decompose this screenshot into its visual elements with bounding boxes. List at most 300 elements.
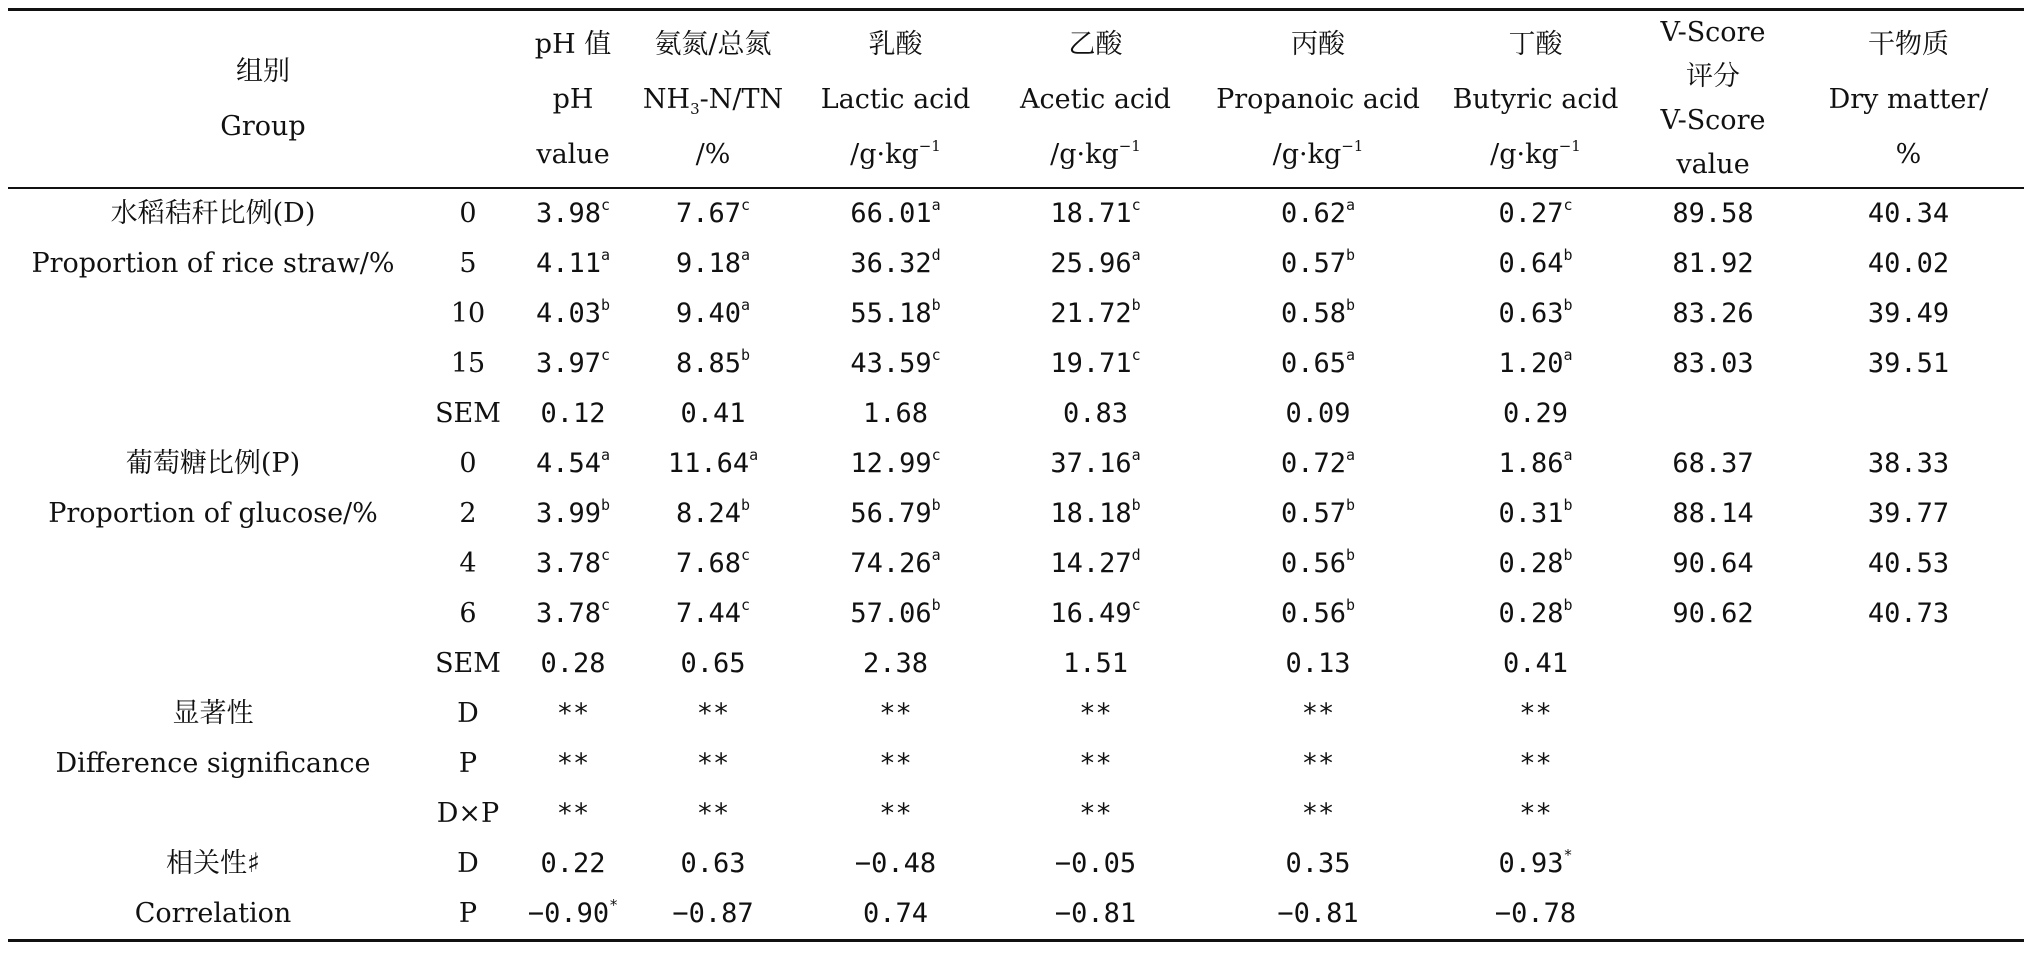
ph-value-number: 0.22 [540,848,606,879]
propanoic-value-number: ** [1301,748,1335,779]
propanoic-value [1198,539,1438,589]
significance-letter: c [931,446,941,464]
lactic-value [798,589,993,639]
acetic-value [993,239,1198,289]
table-row [8,839,2024,889]
butyric-value [1438,739,1633,789]
group-label [8,639,418,689]
nh3-value-number: 8.24 [675,498,741,529]
nh3-value [628,389,798,439]
nh3-value [628,239,798,289]
butyric-unit: /g·kg [1490,138,1559,170]
significance-letter: d [1131,546,1141,564]
header-vscore-en2: V-Score [1660,105,1766,136]
butyric-value-number: ** [1519,698,1552,729]
dm-value [1793,689,2024,739]
vscore-value [1633,889,1793,941]
butyric-exp: −1 [1558,136,1581,155]
significance-letter: b [1563,596,1573,614]
dm-value [1793,839,2024,889]
butyric-value-number: 0.93 [1498,848,1564,879]
propanoic-value [1198,589,1438,639]
butyric-value [1438,689,1633,739]
butyric-value-number: ** [1519,798,1552,829]
significance-letter: a [931,546,941,564]
butyric-value-number: 0.64 [1498,248,1564,279]
significance-letter: c [601,546,611,564]
group-label: Difference significance [55,748,371,779]
table-row [8,739,2024,789]
ph-value-number: 0.12 [540,398,606,429]
significance-letter: b [1346,546,1356,564]
header-vscore-en: V-Score [1660,17,1766,48]
nh3-value [628,639,798,689]
vscore-value: 88.14 [1672,498,1754,529]
significance-letter: c [741,596,751,614]
dm-value [1793,739,2024,789]
group-label [8,339,418,389]
significance-letter: c [931,346,941,364]
significance-letter: b [1563,246,1573,264]
table-row [8,889,2024,941]
level: SEM [435,398,501,429]
acetic-value-number: 19.71 [1050,348,1132,379]
header-nh3-unit: /% [695,138,731,170]
propanoic-value-number: 0.57 [1280,498,1346,529]
header-propanoic-cn: 丙酸 [1291,28,1345,60]
butyric-value-number: 0.28 [1498,598,1564,629]
group-label: 相关性♯ [165,848,261,879]
butyric-value-number: 0.28 [1498,548,1564,579]
ph-value-number: 4.03 [535,298,601,329]
lactic-value-number: ** [879,748,912,779]
acetic-value [993,289,1198,339]
vscore-value: 83.26 [1672,298,1754,329]
vscore-value: 68.37 [1672,448,1754,479]
ph-value-number: ** [556,748,590,779]
propanoic-value-number: ** [1301,698,1335,729]
significance-letter: b [931,296,941,314]
vscore-value: 89.58 [1672,198,1754,229]
header-group-en: Group [220,111,306,142]
header-vscore-cn: 评分 [1686,61,1740,92]
acetic-value [993,489,1198,539]
nh3-value-number: 11.64 [667,448,750,479]
dm-value: 39.51 [1867,348,1950,379]
lactic-value [798,689,993,739]
table-body [8,188,2024,941]
nh3-value-number: 7.67 [675,198,741,229]
lactic-value [798,339,993,389]
acetic-unit: /g·kg [1050,138,1119,170]
acetic-value-number: −0.05 [1054,848,1137,879]
group-label [8,539,418,589]
ph-value-number: ** [556,698,590,729]
header-acetic-cn: 乙酸 [1068,28,1123,60]
header-butyric [1438,10,1633,189]
nh3-value [628,439,798,489]
level: D [457,848,479,879]
group-label [8,389,418,439]
significance-letter: a [741,296,751,314]
propanoic-value [1198,739,1438,789]
lactic-value-number: 1.68 [862,398,929,429]
nh3-value-number: ** [696,798,730,829]
ph-value-number: 3.98 [535,198,601,229]
significance-letter: c [1131,596,1141,614]
dm-value: 40.02 [1867,248,1950,279]
nh3-value-number: 9.18 [675,248,741,279]
acetic-value [993,789,1198,839]
acetic-value [993,389,1198,439]
lactic-value-number: 0.74 [862,898,929,929]
level: 0 [459,448,477,479]
nh3-value-number: 7.44 [675,598,741,629]
table-row [8,789,2024,839]
significance-letter: c [601,196,611,214]
header-acetic-unit [993,127,1198,182]
vscore-value [1633,739,1793,789]
header-nh3 [628,10,798,189]
propanoic-value-number: 0.13 [1285,648,1351,679]
level: SEM [435,648,501,679]
ph-value-number: 4.11 [535,248,601,279]
significance-letter: a [741,246,751,264]
significance-letter: b [1131,496,1141,514]
table-row [8,589,2024,639]
significance-letter: b [741,346,751,364]
significance-letter: a [1346,196,1356,214]
header-nh3-cn: 氨氮/总氮 [654,28,772,60]
table-row [8,489,2024,539]
significance-letter: c [741,546,751,564]
acetic-value [993,188,1198,239]
lactic-value-number: 43.59 [850,348,932,379]
lactic-value [798,889,993,941]
vscore-value [1633,789,1793,839]
lactic-value [798,389,993,439]
dm-value [1793,389,2024,439]
nh3-value-number: 0.63 [680,848,746,879]
vscore-value: 90.64 [1672,548,1754,579]
group-label [8,789,418,839]
vscore-value [1633,639,1793,689]
lactic-value [798,439,993,489]
lactic-value-number: ** [879,798,912,829]
nh3-pre: NH [642,83,691,115]
propanoic-unit: /g·kg [1272,138,1342,170]
propanoic-value-number: 0.57 [1280,248,1346,279]
significance-letter: a [1131,246,1141,264]
propanoic-value-number: 0.35 [1285,848,1351,879]
butyric-value [1438,839,1633,889]
lactic-value [798,188,993,239]
propanoic-value [1198,839,1438,889]
propanoic-value [1198,188,1438,239]
table-row [8,339,2024,389]
butyric-value-number: ** [1519,748,1552,779]
group-label: 显著性 [172,698,254,729]
nh3-value [628,489,798,539]
level: 2 [459,498,477,529]
level: 15 [450,348,486,379]
dm-value: 40.34 [1867,198,1950,229]
dm-value: 39.49 [1867,298,1950,329]
level: D×P [436,798,500,829]
acetic-value-number: 0.83 [1062,398,1129,429]
propanoic-value-number: 0.56 [1280,548,1346,579]
ph-value [518,289,628,339]
group-label [8,589,418,639]
propanoic-value [1198,439,1438,489]
significance-letter: c [1131,196,1141,214]
header-nh3-formula [628,72,798,127]
ph-value [518,739,628,789]
significance-letter: a [1346,446,1356,464]
significance-letter: * [609,896,619,914]
header-ph-en2: value [536,138,610,170]
header-dm-cn: 干物质 [1868,28,1949,60]
significance-letter: a [1563,446,1573,464]
acetic-value-number: −0.81 [1054,898,1137,929]
significance-letter: b [1346,296,1356,314]
header-propanoic-unit [1198,127,1438,182]
significance-letter: c [1563,196,1573,214]
propanoic-value [1198,289,1438,339]
nh3-value-number: ** [696,698,730,729]
ph-value [518,539,628,589]
ph-value [518,689,628,739]
header-lactic-unit [798,127,993,182]
ph-value [518,439,628,489]
butyric-value [1438,188,1633,239]
header-propanoic-en: Propanoic acid [1216,83,1420,115]
acetic-value-number: ** [1079,698,1112,729]
header-propanoic [1198,10,1438,189]
ph-value-number: 3.97 [535,348,601,379]
significance-letter: d [931,246,941,264]
acetic-value-number: 37.16 [1050,448,1132,479]
lactic-value-number: 74.26 [850,548,932,579]
propanoic-value-number: 0.09 [1285,398,1351,429]
header-ph-en: pH [552,83,594,115]
propanoic-value-number: 0.65 [1280,348,1346,379]
acetic-value [993,339,1198,389]
butyric-value [1438,639,1633,689]
ph-value-number: 0.28 [540,648,606,679]
acetic-value [993,439,1198,489]
group-label: Proportion of rice straw/% [31,248,395,279]
ph-value [518,188,628,239]
significance-letter: a [601,446,611,464]
header-vscore-en3: value [1676,149,1750,180]
acetic-value [993,739,1198,789]
butyric-value [1438,339,1633,389]
nh3-value [628,789,798,839]
propanoic-value [1198,389,1438,439]
propanoic-value-number: 0.58 [1280,298,1346,329]
nh3-value-number: 9.40 [675,298,741,329]
nh3-value-number: 0.41 [680,398,746,429]
vscore-value [1633,839,1793,889]
level: 10 [450,298,486,329]
group-label: 水稻秸秆比例(D) [110,198,316,229]
nh3-value [628,289,798,339]
acetic-value-number: 18.18 [1050,498,1132,529]
propanoic-value-number: −0.81 [1277,898,1359,929]
significance-letter: b [601,296,611,314]
ph-value [518,789,628,839]
ph-value-number: −0.90 [527,898,610,929]
significance-letter: a [749,446,759,464]
header-acetic-en: Acetic acid [1020,83,1171,115]
acetic-value-number: ** [1079,798,1112,829]
nh3-value-number: 8.85 [675,348,741,379]
ph-value [518,339,628,389]
propanoic-value-number: 0.72 [1280,448,1346,479]
butyric-value-number: 0.41 [1502,648,1569,679]
significance-letter: b [1346,246,1356,264]
header-lactic [798,10,993,189]
level: 5 [459,248,477,279]
level: P [418,889,518,941]
propanoic-value-number: ** [1301,798,1335,829]
vscore-value: 90.62 [1672,598,1754,629]
dm-value: 40.73 [1867,598,1950,629]
significance-letter: c [1131,346,1141,364]
dm-value: 39.77 [1867,498,1950,529]
nh3-value [628,339,798,389]
header-ph [518,10,628,189]
header-butyric-unit [1438,127,1633,182]
lactic-value-number: 66.01 [850,198,932,229]
header-lactic-cn: 乳酸 [868,28,923,60]
acetic-exp: −1 [1118,136,1141,155]
level: 6 [459,598,477,629]
ph-value [518,889,628,941]
ph-value-number: 3.78 [535,548,601,579]
header-butyric-en: Butyric acid [1452,83,1619,115]
nh3-value-number: −0.87 [672,898,754,929]
acetic-value [993,889,1198,941]
significance-letter: b [931,496,941,514]
significance-letter: b [1563,546,1573,564]
nh3-value-number: 0.65 [680,648,746,679]
table-row [8,239,2024,289]
butyric-value [1438,589,1633,639]
nh3-value [628,589,798,639]
acetic-value-number: 25.96 [1050,248,1132,279]
acetic-value [993,589,1198,639]
lactic-value-number: 57.06 [850,598,932,629]
header-group-cn: 组别 [236,56,290,87]
silage-quality-table [8,8,2024,942]
dm-value [1793,889,2024,941]
lactic-value [798,239,993,289]
propanoic-value-number: 0.62 [1280,198,1346,229]
table-row [8,389,2024,439]
ph-value [518,239,628,289]
significance-letter: a [1563,346,1573,364]
significance-letter: c [741,196,751,214]
lactic-value [798,639,993,689]
header-dm-en: Dry matter/ [1828,83,1989,115]
nh3-value [628,188,798,239]
propanoic-value-number: 0.56 [1280,598,1346,629]
vscore-value: 83.03 [1672,348,1754,379]
butyric-value-number: 1.20 [1498,348,1564,379]
propanoic-value [1198,239,1438,289]
vscore-value [1633,389,1793,439]
nh3-value [628,839,798,889]
acetic-value-number: 21.72 [1050,298,1132,329]
lactic-value-number: 55.18 [850,298,932,329]
propanoic-value [1198,639,1438,689]
significance-letter: b [1563,296,1573,314]
butyric-value [1438,289,1633,339]
ph-value [518,589,628,639]
group-label: 葡萄糖比例(P) [125,448,301,479]
acetic-value-number: 14.27 [1050,548,1132,579]
significance-letter: b [1346,596,1356,614]
ph-value [518,489,628,539]
table-row [8,639,2024,689]
lactic-value-number: 56.79 [850,498,932,529]
header-group [8,10,518,189]
lactic-value [798,489,993,539]
butyric-value-number: 0.27 [1498,198,1564,229]
butyric-value-number: 0.63 [1498,298,1564,329]
dm-value: 38.33 [1867,448,1950,479]
butyric-value-number: 0.29 [1502,398,1569,429]
ph-value [518,839,628,889]
ph-value-number: 3.78 [535,598,601,629]
header-ph-cn: pH 值 [534,28,612,60]
header-vscore [1633,10,1793,189]
acetic-value-number: 1.51 [1062,648,1129,679]
acetic-value-number: ** [1079,748,1112,779]
significance-letter: b [1131,296,1141,314]
propanoic-value [1198,489,1438,539]
acetic-value [993,689,1198,739]
significance-letter: a [1346,346,1356,364]
lactic-exp: −1 [918,136,941,155]
table-row [8,539,2024,589]
vscore-value: 81.92 [1672,248,1754,279]
significance-letter: a [1131,446,1141,464]
table-row [8,188,2024,239]
nh3-value [628,689,798,739]
header-dm-unit: % [1895,138,1922,170]
lactic-value-number: −0.48 [854,848,937,879]
acetic-value [993,839,1198,889]
butyric-value [1438,789,1633,839]
butyric-value-number: 1.86 [1498,448,1564,479]
significance-letter: c [601,596,611,614]
butyric-value [1438,889,1633,941]
propanoic-value [1198,339,1438,389]
significance-letter: a [931,196,941,214]
ph-value-number: 4.54 [535,448,601,479]
butyric-value [1438,489,1633,539]
header-acetic [993,10,1198,189]
dm-value [1793,789,2024,839]
lactic-value [798,839,993,889]
propanoic-value [1198,789,1438,839]
butyric-value [1438,389,1633,439]
lactic-unit: /g·kg [850,138,919,170]
table-row [8,289,2024,339]
